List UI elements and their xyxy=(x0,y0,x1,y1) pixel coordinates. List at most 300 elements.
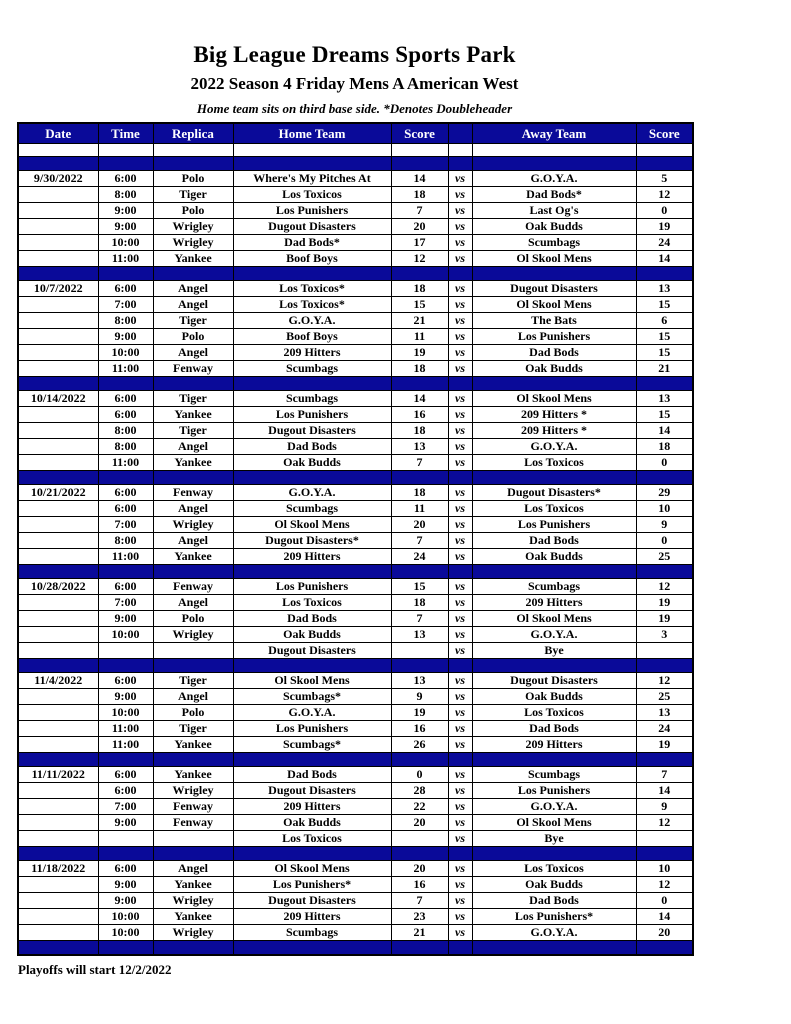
away-team-cell: Oak Budds xyxy=(472,877,636,893)
away-score-cell: 0 xyxy=(636,203,693,219)
time-cell: 11:00 xyxy=(98,721,153,737)
column-header-home-team: Home Team xyxy=(233,123,391,144)
home-team-cell: Dugout Disasters xyxy=(233,893,391,909)
replica-cell: Yankee xyxy=(153,549,233,565)
home-team-cell: Where's My Pitches At xyxy=(233,171,391,187)
replica-cell: Wrigley xyxy=(153,517,233,533)
date-cell xyxy=(18,705,98,721)
vs-cell: vs xyxy=(448,909,472,925)
date-cell xyxy=(18,549,98,565)
game-row xyxy=(18,391,693,407)
home-team-cell: Los Punishers* xyxy=(233,877,391,893)
home-score-cell xyxy=(391,831,448,847)
away-score-cell: 14 xyxy=(636,909,693,925)
replica-cell: Yankee xyxy=(153,877,233,893)
page-subtitle: 2022 Season 4 Friday Mens A American West xyxy=(190,74,519,93)
replica-cell: Wrigley xyxy=(153,627,233,643)
home-score-cell: 22 xyxy=(391,799,448,815)
date-cell xyxy=(18,627,98,643)
away-team-cell: Scumbags xyxy=(472,579,636,595)
date-cell xyxy=(18,737,98,753)
time-cell: 6:00 xyxy=(98,281,153,297)
game-row xyxy=(18,893,693,909)
home-team-cell: Dad Bods xyxy=(233,767,391,783)
empty-row xyxy=(18,144,693,157)
home-score-cell: 7 xyxy=(391,533,448,549)
vs-cell: vs xyxy=(448,689,472,705)
away-team-cell: G.O.Y.A. xyxy=(472,439,636,455)
date-cell xyxy=(18,361,98,377)
separator-row-cell xyxy=(391,377,448,391)
game-row xyxy=(18,877,693,893)
home-team-cell: Ol Skool Mens xyxy=(233,673,391,689)
replica-cell: Yankee xyxy=(153,737,233,753)
home-score-cell: 28 xyxy=(391,783,448,799)
time-cell: 7:00 xyxy=(98,595,153,611)
date-cell xyxy=(18,689,98,705)
vs-cell: vs xyxy=(448,517,472,533)
away-team-cell: The Bats xyxy=(472,313,636,329)
separator-row-cell xyxy=(448,659,472,673)
home-team-cell: Boof Boys xyxy=(233,251,391,267)
away-score-cell: 13 xyxy=(636,705,693,721)
away-team-cell: Dad Bods xyxy=(472,721,636,737)
replica-cell: Polo xyxy=(153,611,233,627)
home-score-cell: 7 xyxy=(391,203,448,219)
date-cell: 11/18/2022 xyxy=(18,861,98,877)
separator-row-cell xyxy=(18,157,98,171)
home-score-cell: 19 xyxy=(391,345,448,361)
game-row xyxy=(18,579,693,595)
vs-cell: vs xyxy=(448,329,472,345)
time-cell: 6:00 xyxy=(98,783,153,799)
home-score-cell: 18 xyxy=(391,423,448,439)
replica-cell: Angel xyxy=(153,595,233,611)
home-team-cell: Oak Budds xyxy=(233,455,391,471)
home-score-cell: 18 xyxy=(391,595,448,611)
game-row xyxy=(18,235,693,251)
away-score-cell: 14 xyxy=(636,783,693,799)
date-cell xyxy=(18,893,98,909)
time-cell: 6:00 xyxy=(98,171,153,187)
separator-row-cell xyxy=(153,659,233,673)
time-cell: 10:00 xyxy=(98,627,153,643)
time-cell: 6:00 xyxy=(98,501,153,517)
home-team-cell: Dugout Disasters xyxy=(233,783,391,799)
separator-row-cell xyxy=(472,565,636,579)
date-cell xyxy=(18,533,98,549)
separator-row-cell xyxy=(18,267,98,281)
away-score-cell xyxy=(636,831,693,847)
date-cell xyxy=(18,831,98,847)
game-row xyxy=(18,297,693,313)
game-row xyxy=(18,313,693,329)
home-team-cell: Los Toxicos xyxy=(233,831,391,847)
empty-row-cell xyxy=(153,144,233,157)
away-score-cell: 14 xyxy=(636,423,693,439)
home-score-cell: 20 xyxy=(391,815,448,831)
separator-row-cell xyxy=(98,847,153,861)
home-score-cell: 18 xyxy=(391,485,448,501)
column-header-vs xyxy=(448,123,472,144)
date-cell: 9/30/2022 xyxy=(18,171,98,187)
away-team-cell: Bye xyxy=(472,831,636,847)
date-cell xyxy=(18,783,98,799)
game-row xyxy=(18,533,693,549)
home-team-cell: Dugout Disasters xyxy=(233,219,391,235)
away-score-cell: 0 xyxy=(636,533,693,549)
home-team-cell: Dad Bods* xyxy=(233,235,391,251)
game-row xyxy=(18,767,693,783)
away-team-cell: Ol Skool Mens xyxy=(472,611,636,627)
game-row xyxy=(18,251,693,267)
away-team-cell: Dugout Disasters xyxy=(472,673,636,689)
separator-row-cell xyxy=(391,157,448,171)
vs-cell: vs xyxy=(448,799,472,815)
date-cell: 10/21/2022 xyxy=(18,485,98,501)
vs-cell: vs xyxy=(448,171,472,187)
game-row xyxy=(18,611,693,627)
time-cell: 10:00 xyxy=(98,705,153,721)
away-team-cell: Scumbags xyxy=(472,235,636,251)
away-score-cell: 12 xyxy=(636,187,693,203)
away-team-cell: Dad Bods xyxy=(472,345,636,361)
separator-row xyxy=(18,753,693,767)
separator-row-cell xyxy=(98,941,153,956)
away-score-cell: 6 xyxy=(636,313,693,329)
replica-cell: Tiger xyxy=(153,187,233,203)
home-score-cell: 13 xyxy=(391,673,448,689)
away-team-cell: Oak Budds xyxy=(472,361,636,377)
game-row xyxy=(18,407,693,423)
away-score-cell: 12 xyxy=(636,673,693,689)
time-cell: 9:00 xyxy=(98,893,153,909)
home-team-cell: Dugout Disasters xyxy=(233,423,391,439)
time-cell: 9:00 xyxy=(98,203,153,219)
away-score-cell: 20 xyxy=(636,925,693,941)
away-score-cell: 0 xyxy=(636,893,693,909)
separator-row-cell xyxy=(153,377,233,391)
time-cell: 9:00 xyxy=(98,815,153,831)
separator-row-cell xyxy=(18,659,98,673)
separator-row xyxy=(18,565,693,579)
time-cell: 7:00 xyxy=(98,517,153,533)
game-row xyxy=(18,501,693,517)
game-row xyxy=(18,517,693,533)
vs-cell: vs xyxy=(448,407,472,423)
time-cell: 6:00 xyxy=(98,767,153,783)
replica-cell: Wrigley xyxy=(153,893,233,909)
away-score-cell: 12 xyxy=(636,877,693,893)
time-cell: 8:00 xyxy=(98,313,153,329)
separator-row-cell xyxy=(233,377,391,391)
away-team-cell: G.O.Y.A. xyxy=(472,925,636,941)
home-team-cell: Los Toxicos* xyxy=(233,281,391,297)
separator-row-cell xyxy=(153,565,233,579)
empty-row-cell xyxy=(472,144,636,157)
separator-row xyxy=(18,847,693,861)
away-score-cell: 0 xyxy=(636,455,693,471)
away-team-cell: G.O.Y.A. xyxy=(472,799,636,815)
replica-cell: Angel xyxy=(153,689,233,705)
separator-row-cell xyxy=(472,753,636,767)
away-score-cell: 25 xyxy=(636,549,693,565)
time-cell: 11:00 xyxy=(98,549,153,565)
home-score-cell: 23 xyxy=(391,909,448,925)
home-score-cell: 17 xyxy=(391,235,448,251)
home-score-cell: 18 xyxy=(391,281,448,297)
date-cell: 10/7/2022 xyxy=(18,281,98,297)
away-score-cell: 24 xyxy=(636,721,693,737)
away-team-cell: Oak Budds xyxy=(472,689,636,705)
separator-row-cell xyxy=(391,659,448,673)
time-cell: 8:00 xyxy=(98,187,153,203)
separator-row-cell xyxy=(98,267,153,281)
away-team-cell: Scumbags xyxy=(472,767,636,783)
away-score-cell: 15 xyxy=(636,297,693,313)
separator-row-cell xyxy=(153,847,233,861)
time-cell: 8:00 xyxy=(98,533,153,549)
home-score-cell: 12 xyxy=(391,251,448,267)
replica-cell: Wrigley xyxy=(153,219,233,235)
date-cell xyxy=(18,313,98,329)
vs-cell: vs xyxy=(448,893,472,909)
home-team-cell: Dad Bods xyxy=(233,611,391,627)
replica-cell: Tiger xyxy=(153,721,233,737)
home-score-cell: 16 xyxy=(391,407,448,423)
replica-cell: Tiger xyxy=(153,673,233,689)
away-team-cell: Los Toxicos xyxy=(472,705,636,721)
home-team-cell: 209 Hitters xyxy=(233,345,391,361)
column-header-row xyxy=(18,123,693,144)
empty-row-cell xyxy=(636,144,693,157)
page-title: Big League Dreams Sports Park xyxy=(193,42,516,67)
away-score-cell: 15 xyxy=(636,329,693,345)
date-cell xyxy=(18,721,98,737)
away-score-cell: 19 xyxy=(636,595,693,611)
separator-row xyxy=(18,659,693,673)
replica-cell: Polo xyxy=(153,705,233,721)
home-score-cell: 18 xyxy=(391,187,448,203)
vs-cell: vs xyxy=(448,203,472,219)
time-cell: 11:00 xyxy=(98,251,153,267)
home-score-cell: 16 xyxy=(391,721,448,737)
date-cell xyxy=(18,329,98,345)
replica-cell: Polo xyxy=(153,171,233,187)
vs-cell: vs xyxy=(448,297,472,313)
game-row xyxy=(18,909,693,925)
home-team-cell: Dugout Disasters xyxy=(233,643,391,659)
separator-row-cell xyxy=(636,565,693,579)
vs-cell: vs xyxy=(448,643,472,659)
replica-cell: Wrigley xyxy=(153,783,233,799)
home-score-cell: 16 xyxy=(391,877,448,893)
separator-row-cell xyxy=(448,267,472,281)
date-cell xyxy=(18,297,98,313)
replica-cell: Polo xyxy=(153,329,233,345)
vs-cell: vs xyxy=(448,281,472,297)
replica-cell: Yankee xyxy=(153,909,233,925)
home-team-cell: Los Toxicos* xyxy=(233,297,391,313)
replica-cell: Angel xyxy=(153,861,233,877)
separator-row-cell xyxy=(98,565,153,579)
date-cell: 11/4/2022 xyxy=(18,673,98,689)
time-cell: 6:00 xyxy=(98,391,153,407)
date-cell xyxy=(18,877,98,893)
separator-row-cell xyxy=(153,471,233,485)
vs-cell: vs xyxy=(448,235,472,251)
time-cell: 6:00 xyxy=(98,579,153,595)
separator-row-cell xyxy=(233,753,391,767)
separator-row-cell xyxy=(636,377,693,391)
home-score-cell: 13 xyxy=(391,439,448,455)
home-team-cell: Scumbags* xyxy=(233,689,391,705)
separator-row-cell xyxy=(153,753,233,767)
date-cell xyxy=(18,909,98,925)
home-team-cell: Los Punishers xyxy=(233,203,391,219)
away-score-cell: 9 xyxy=(636,517,693,533)
vs-cell: vs xyxy=(448,501,472,517)
home-score-cell: 14 xyxy=(391,391,448,407)
game-row xyxy=(18,187,693,203)
separator-row-cell xyxy=(636,941,693,956)
game-row xyxy=(18,705,693,721)
away-team-cell: Dad Bods xyxy=(472,893,636,909)
game-row xyxy=(18,439,693,455)
home-score-cell: 20 xyxy=(391,517,448,533)
separator-row-cell xyxy=(233,157,391,171)
away-score-cell: 14 xyxy=(636,251,693,267)
time-cell: 8:00 xyxy=(98,423,153,439)
separator-row-cell xyxy=(391,471,448,485)
home-score-cell: 20 xyxy=(391,861,448,877)
home-score-cell xyxy=(391,643,448,659)
playoffs-note: Playoffs will start 12/2/2022 xyxy=(18,962,172,977)
time-cell: 6:00 xyxy=(98,861,153,877)
home-team-cell: Los Punishers xyxy=(233,721,391,737)
game-row xyxy=(18,219,693,235)
separator-row-cell xyxy=(18,847,98,861)
separator-row-cell xyxy=(472,471,636,485)
vs-cell: vs xyxy=(448,345,472,361)
vs-cell: vs xyxy=(448,925,472,941)
replica-cell: Polo xyxy=(153,203,233,219)
away-score-cell: 13 xyxy=(636,391,693,407)
away-score-cell: 15 xyxy=(636,407,693,423)
home-team-cell: Scumbags xyxy=(233,501,391,517)
separator-row-cell xyxy=(98,157,153,171)
separator-row-cell xyxy=(391,267,448,281)
separator-row-cell xyxy=(153,267,233,281)
replica-cell: Wrigley xyxy=(153,235,233,251)
column-header-home-score: Score xyxy=(391,123,448,144)
date-cell xyxy=(18,345,98,361)
game-row xyxy=(18,455,693,471)
home-team-cell: Los Toxicos xyxy=(233,187,391,203)
date-cell xyxy=(18,517,98,533)
replica-cell: Fenway xyxy=(153,485,233,501)
away-team-cell: Los Toxicos xyxy=(472,455,636,471)
game-row xyxy=(18,345,693,361)
schedule-body xyxy=(18,144,693,956)
separator-row-cell xyxy=(472,157,636,171)
time-cell: 10:00 xyxy=(98,925,153,941)
vs-cell: vs xyxy=(448,423,472,439)
separator-row-cell xyxy=(18,941,98,956)
home-team-cell: Los Punishers xyxy=(233,407,391,423)
empty-row-cell xyxy=(98,144,153,157)
date-cell xyxy=(18,611,98,627)
separator-row-cell xyxy=(233,941,391,956)
separator-row-cell xyxy=(448,377,472,391)
vs-cell: vs xyxy=(448,861,472,877)
vs-cell: vs xyxy=(448,313,472,329)
game-row xyxy=(18,721,693,737)
away-score-cell: 15 xyxy=(636,345,693,361)
game-row xyxy=(18,815,693,831)
date-cell: 10/14/2022 xyxy=(18,391,98,407)
separator-row-cell xyxy=(18,753,98,767)
away-score-cell: 3 xyxy=(636,627,693,643)
replica-cell: Angel xyxy=(153,281,233,297)
replica-cell: Tiger xyxy=(153,313,233,329)
vs-cell: vs xyxy=(448,767,472,783)
home-score-cell: 7 xyxy=(391,455,448,471)
time-cell: 7:00 xyxy=(98,297,153,313)
home-team-cell: Los Toxicos xyxy=(233,595,391,611)
away-score-cell: 7 xyxy=(636,767,693,783)
column-header-time: Time xyxy=(98,123,153,144)
away-team-cell: Los Punishers xyxy=(472,783,636,799)
away-score-cell: 29 xyxy=(636,485,693,501)
home-score-cell: 15 xyxy=(391,297,448,313)
separator-row xyxy=(18,471,693,485)
separator-row-cell xyxy=(636,157,693,171)
time-cell xyxy=(98,643,153,659)
separator-row-cell xyxy=(153,157,233,171)
separator-row-cell xyxy=(391,565,448,579)
game-row xyxy=(18,595,693,611)
vs-cell: vs xyxy=(448,455,472,471)
replica-cell: Wrigley xyxy=(153,925,233,941)
home-score-cell: 11 xyxy=(391,329,448,345)
date-cell xyxy=(18,187,98,203)
separator-row-cell xyxy=(98,377,153,391)
separator-row-cell xyxy=(448,471,472,485)
away-team-cell: Los Toxicos xyxy=(472,501,636,517)
vs-cell: vs xyxy=(448,831,472,847)
separator-row-cell xyxy=(636,753,693,767)
away-score-cell: 9 xyxy=(636,799,693,815)
away-team-cell: Dugout Disasters xyxy=(472,281,636,297)
column-header-away-team: Away Team xyxy=(472,123,636,144)
separator-row-cell xyxy=(98,471,153,485)
replica-cell: Fenway xyxy=(153,579,233,595)
date-cell xyxy=(18,501,98,517)
game-row xyxy=(18,673,693,689)
game-row xyxy=(18,643,693,659)
time-cell: 9:00 xyxy=(98,611,153,627)
separator-row-cell xyxy=(391,753,448,767)
separator-row-cell xyxy=(472,659,636,673)
away-team-cell: Ol Skool Mens xyxy=(472,251,636,267)
away-score-cell: 21 xyxy=(636,361,693,377)
date-cell xyxy=(18,407,98,423)
game-row xyxy=(18,783,693,799)
home-team-cell: 209 Hitters xyxy=(233,799,391,815)
date-cell xyxy=(18,799,98,815)
game-row xyxy=(18,831,693,847)
